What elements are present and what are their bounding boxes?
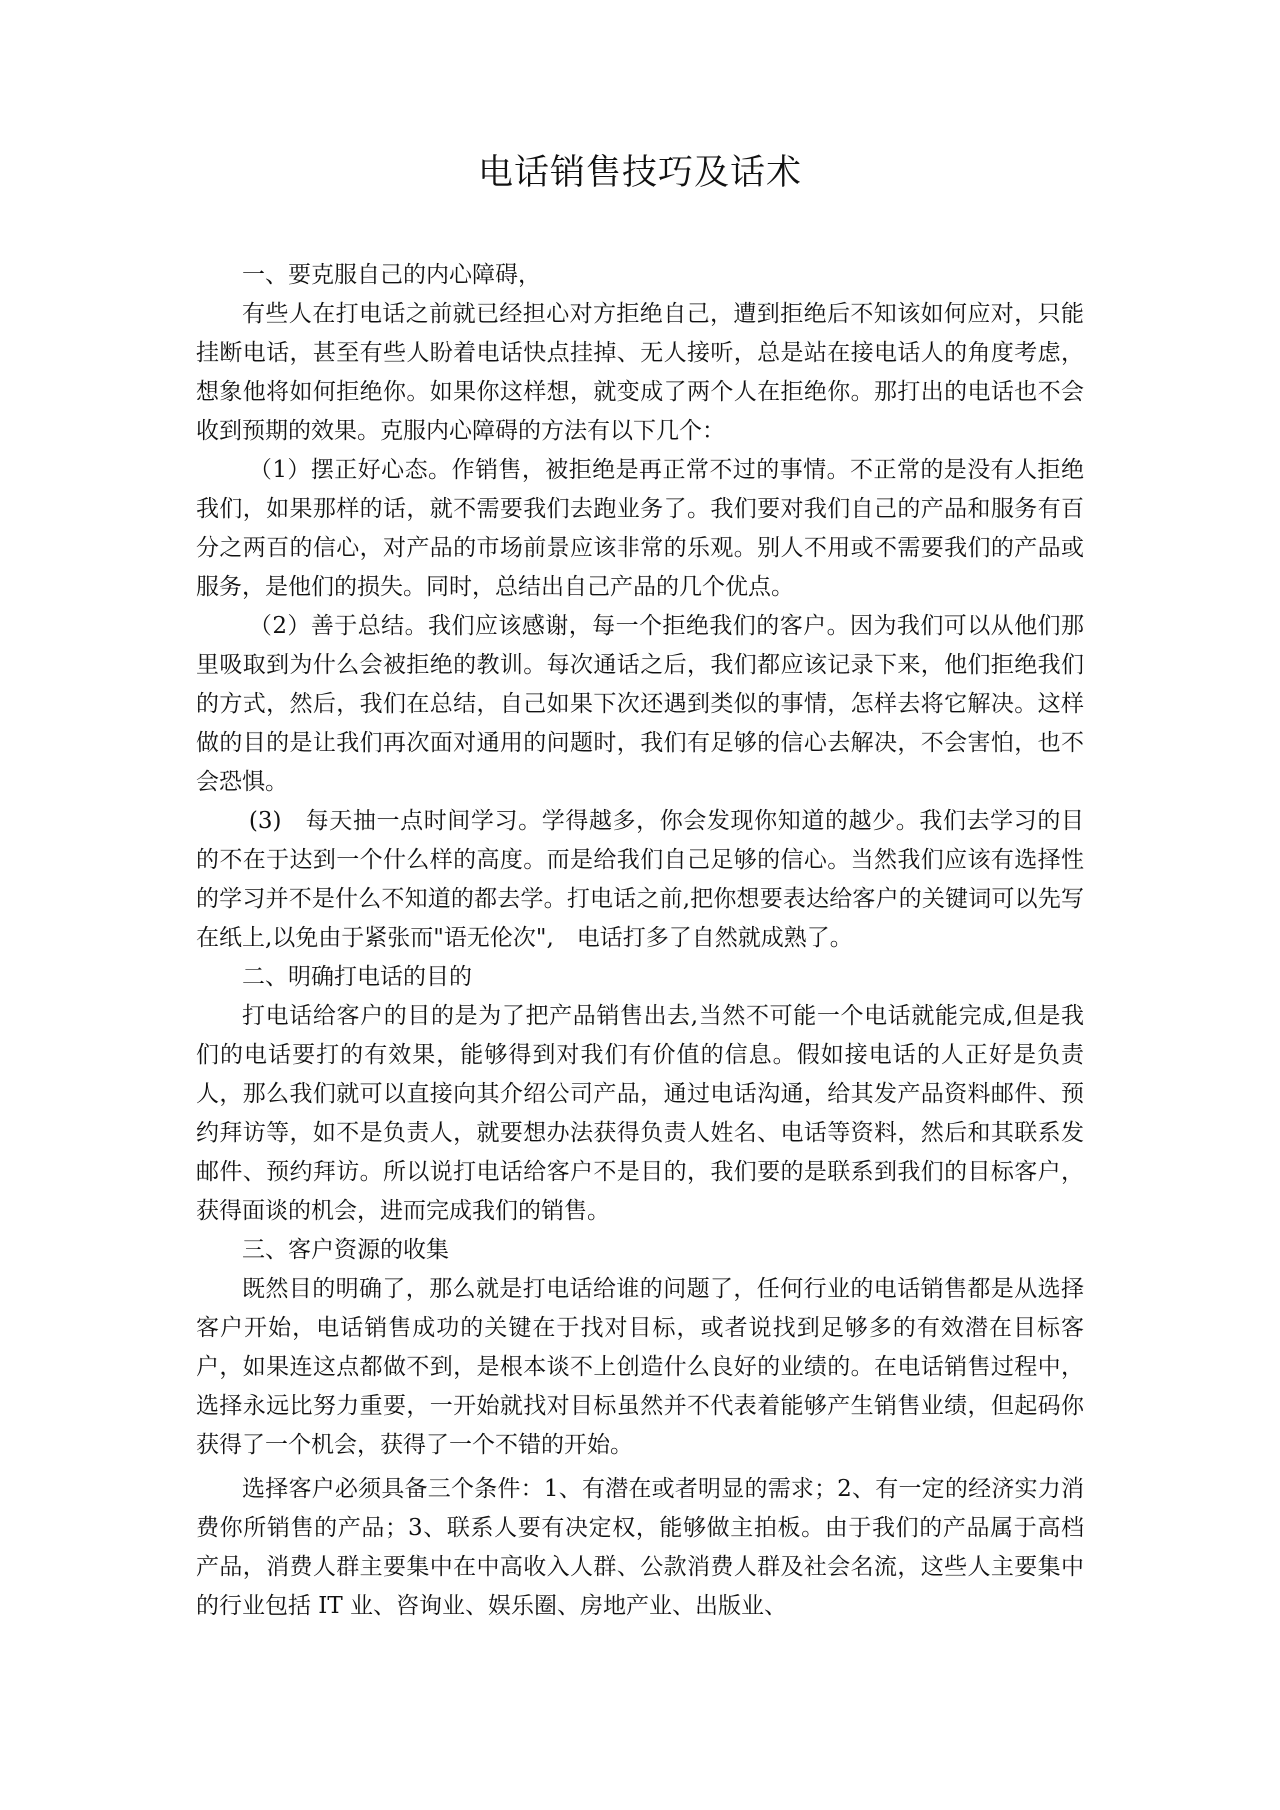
section-heading-2: 二、明确打电话的目的 <box>242 964 472 990</box>
document-page <box>196 150 1084 1626</box>
section-heading-3: 三、客户资源的收集 <box>242 1237 449 1263</box>
list-item-mindset: （1）摆正好心态。作销售，被拒绝是再正常不过的事情。不正常的是没有人拒绝我们，如果那样的话，就不需要我们去跑业务了。我们要对我们自己的产品和服务有百分之两百的信心，对产品的市场前景应该非常的乐观。别人不用或不需要我们的产品或服务，是他们的损失。同时，总结出自己产品的几个优点。 <box>196 457 1084 600</box>
paragraph-inner-barriers: 有些人在打电话之前就已经担心对方拒绝自己，遭到拒绝后不知该如何应对，只能挂断电话，甚至有些人盼着电话快点挂掉、无人接听，总是站在接电话人的角度考虑，想象他将如何拒绝你。如果你这样想，就变成了两个人在拒绝你。那打出的电话也不会收到预期的效果。克服内心障碍的方法有以下几个： <box>196 301 1084 444</box>
paragraph-call-purpose: 打电话给客户的目的是为了把产品销售出去,当然不可能一个电话就能完成,但是我们的电话要打的有效果，能够得到对我们有价值的信息。假如接电话的人正好是负责人，那么我们就可以直接向其介绍公司产品，通过电话沟通，给其发产品资料邮件、预约拜访等，如不是负责人，就要想办法获得负责人姓名、电话等资料，然后和其联系发邮件、预约拜访。所以说打电话给客户不是目的，我们要的是联系到我们的目标客户，获得面谈的机会，进而完成我们的销售。 <box>196 1003 1084 1224</box>
section-heading-1: 一、要克服自己的内心障碍， <box>242 262 541 288</box>
paragraph-customer-criteria: 选择客户必须具备三个条件：1、有潜在或者明显的需求；2、有一定的经济实力消费你所销售的产品；3、联系人要有决定权，能够做主拍板。由于我们的产品属于高档产品，消费人群主要集中在中高收入人群、公款消费人群及社会名流，这些人主要集中的行业包括 IT 业、咨询业、娱乐圈、房地产业、出版业、 <box>196 1476 1084 1619</box>
list-item-study: (3) 每天抽一点时间学习。学得越多，你会发现你知道的越少。我们去学习的目的不在于达到一个什么样的高度。而是给我们自己足够的信心。当然我们应该有选择性的学习并不是什么不知道的都去学。打电话之前,把你想要表达给客户的关键词可以先写在纸上,以免由于紧张而"语无伦次", 电话打多了自然就成熟了。 <box>196 808 1084 951</box>
document-body <box>196 256 1084 1626</box>
paragraph-customer-sources: 既然目的明确了，那么就是打电话给谁的问题了，任何行业的电话销售都是从选择客户开始，电话销售成功的关键在于找对目标，或者说找到足够多的有效潜在目标客户，如果连这点都做不到，是根本谈不上创造什么良好的业绩的。在电话销售过程中，选择永远比努力重要，一开始就找对目标虽然并不代表着能够产生销售业绩，但起码你获得了一个机会，获得了一个不错的开始。 <box>196 1276 1084 1458</box>
list-item-summarize: （2）善于总结。我们应该感谢，每一个拒绝我们的客户。因为我们可以从他们那里吸取到为什么会被拒绝的教训。每次通话之后，我们都应该记录下来，他们拒绝我们的方式，然后，我们在总结，自己如果下次还遇到类似的事情，怎样去将它解决。这样做的目的是让我们再次面对通用的问题时，我们有足够的信心去解决，不会害怕，也不会恐惧。 <box>196 613 1084 795</box>
document-title: 电话销售技巧及话术 <box>477 153 802 193</box>
